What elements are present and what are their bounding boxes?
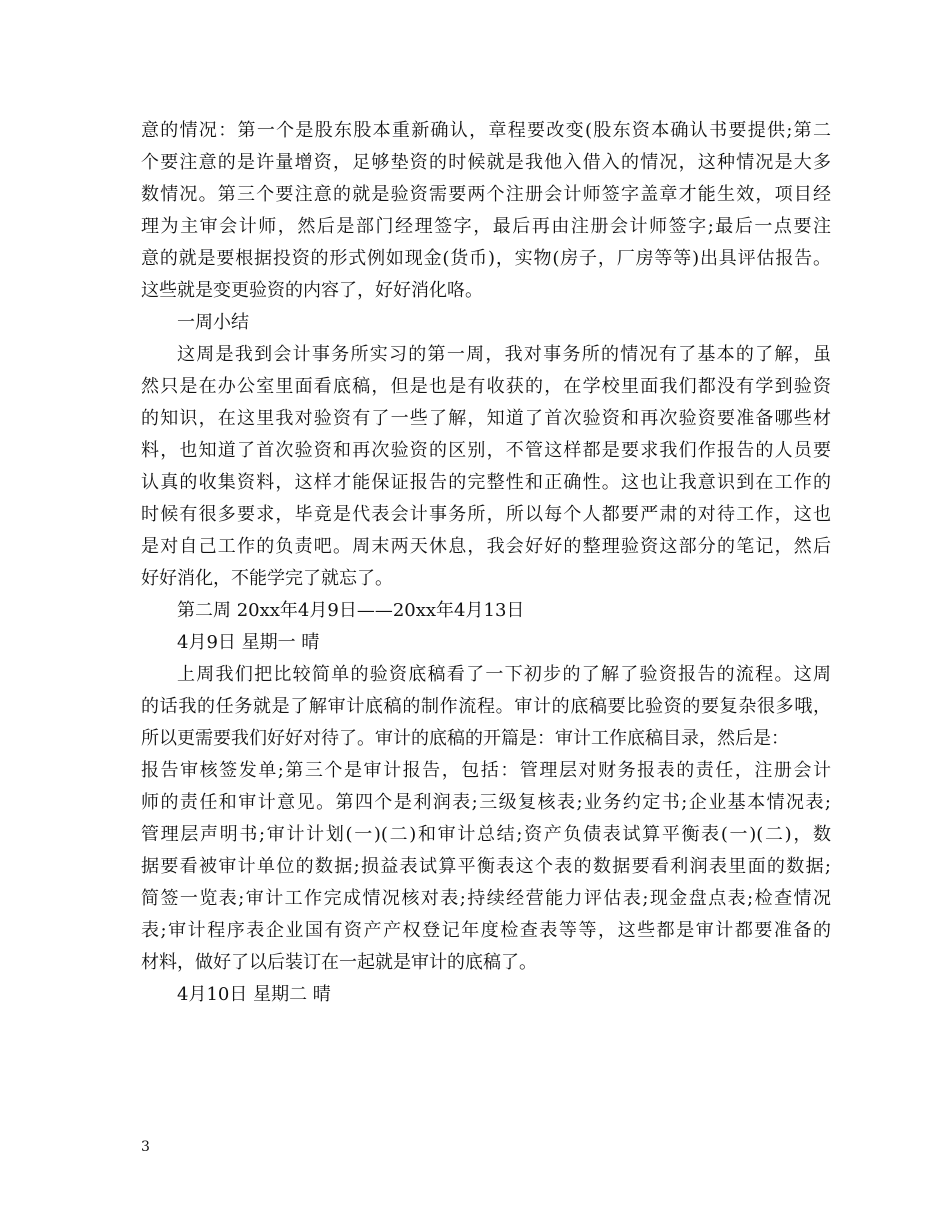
text-line: 据要看被审计单位的数据;损益表试算平衡表这个表的数据要看利润表里面的数据; xyxy=(141,856,831,877)
text-line: 第二周 20xx年4月9日——20xx年4月13日 xyxy=(177,600,525,621)
text-line: 认真的收集资料，这样才能保证报告的完整性和正确性。这也让我意识到在工作的 xyxy=(141,472,831,493)
text-line: 材料，做好了以后装订在一起就是审计的底稿了。 xyxy=(141,952,537,973)
text-line: 管理层声明书;审计计划(一)(二)和审计总结;资产负债表试算平衡表(一)(二)，数 xyxy=(141,824,831,845)
text-line: 数情况。第三个要注意的就是验资需要两个注册会计师签字盖章才能生效，项目经 xyxy=(141,184,831,205)
text-line: 时候有很多要求，毕竟是代表会计事务所，所以每个人都要严肃的对待工作，这也 xyxy=(141,504,831,525)
text-line: 个要注意的是许量增资，足够垫资的时候就是我他入借入的情况，这种情况是大多 xyxy=(141,152,831,173)
body-text xyxy=(141,115,831,1011)
text-line: 这些就是变更验资的内容了，好好消化咯。 xyxy=(141,280,483,301)
text-line: 料，也知道了首次验资和再次验资的区别，不管这样都是要求我们作报告的人员要 xyxy=(141,440,831,461)
text-line: 报告审核签发单;第三个是审计报告，包括：管理层对财务报表的责任，注册会计 xyxy=(141,760,831,781)
text-line: 这周是我到会计事务所实习的第一周，我对事务所的情况有了基本的了解，虽 xyxy=(177,344,831,365)
text-line: 简签一览表;审计工作完成情况核对表;持续经营能力评估表;现金盘点表;检查情况 xyxy=(141,888,831,909)
text-line: 意的就是要根据投资的形式例如现金(货币)，实物(房子，厂房等等)出具评估报告。 xyxy=(141,248,831,269)
text-line: 好好消化，不能学完了就忘了。 xyxy=(141,568,393,589)
text-line: 一周小结 xyxy=(177,312,249,333)
text-line: 表;审计程序表企业国有资产产权登记年度检查表等等，这些都是审计都要准备的 xyxy=(141,920,831,941)
text-line: 4月10日 星期二 晴 xyxy=(177,984,331,1005)
text-line: 理为主审会计师，然后是部门经理签字，最后再由注册会计师签字;最后一点要注 xyxy=(141,216,831,237)
text-line: 的知识，在这里我对验资有了一些了解，知道了首次验资和再次验资要准备哪些材 xyxy=(141,408,831,429)
text-line: 师的责任和审计意见。第四个是利润表;三级复核表;业务约定书;企业基本情况表; xyxy=(141,792,831,813)
text-line: 的话我的任务就是了解审计底稿的制作流程。审计的底稿要比验资的要复杂很多哦， xyxy=(141,696,831,717)
page-number: 3 xyxy=(141,1139,150,1155)
text-line: 然只是在办公室里面看底稿，但是也是有收获的，在学校里面我们都没有学到验资 xyxy=(141,376,831,397)
text-line: 意的情况：第一个是股东股本重新确认，章程要改变(股东资本确认书要提供;第二 xyxy=(141,120,831,141)
text-line: 是对自己工作的负责吧。周末两天休息，我会好好的整理验资这部分的笔记，然后 xyxy=(141,536,831,557)
text-line: 所以更需要我们好好对待了。审计的底稿的开篇是：审计工作底稿目录，然后是： xyxy=(141,728,789,749)
text-line: 4月9日 星期一 晴 xyxy=(177,632,320,653)
text-line: 上周我们把比较简单的验资底稿看了一下初步的了解了验资报告的流程。这周 xyxy=(177,664,831,685)
